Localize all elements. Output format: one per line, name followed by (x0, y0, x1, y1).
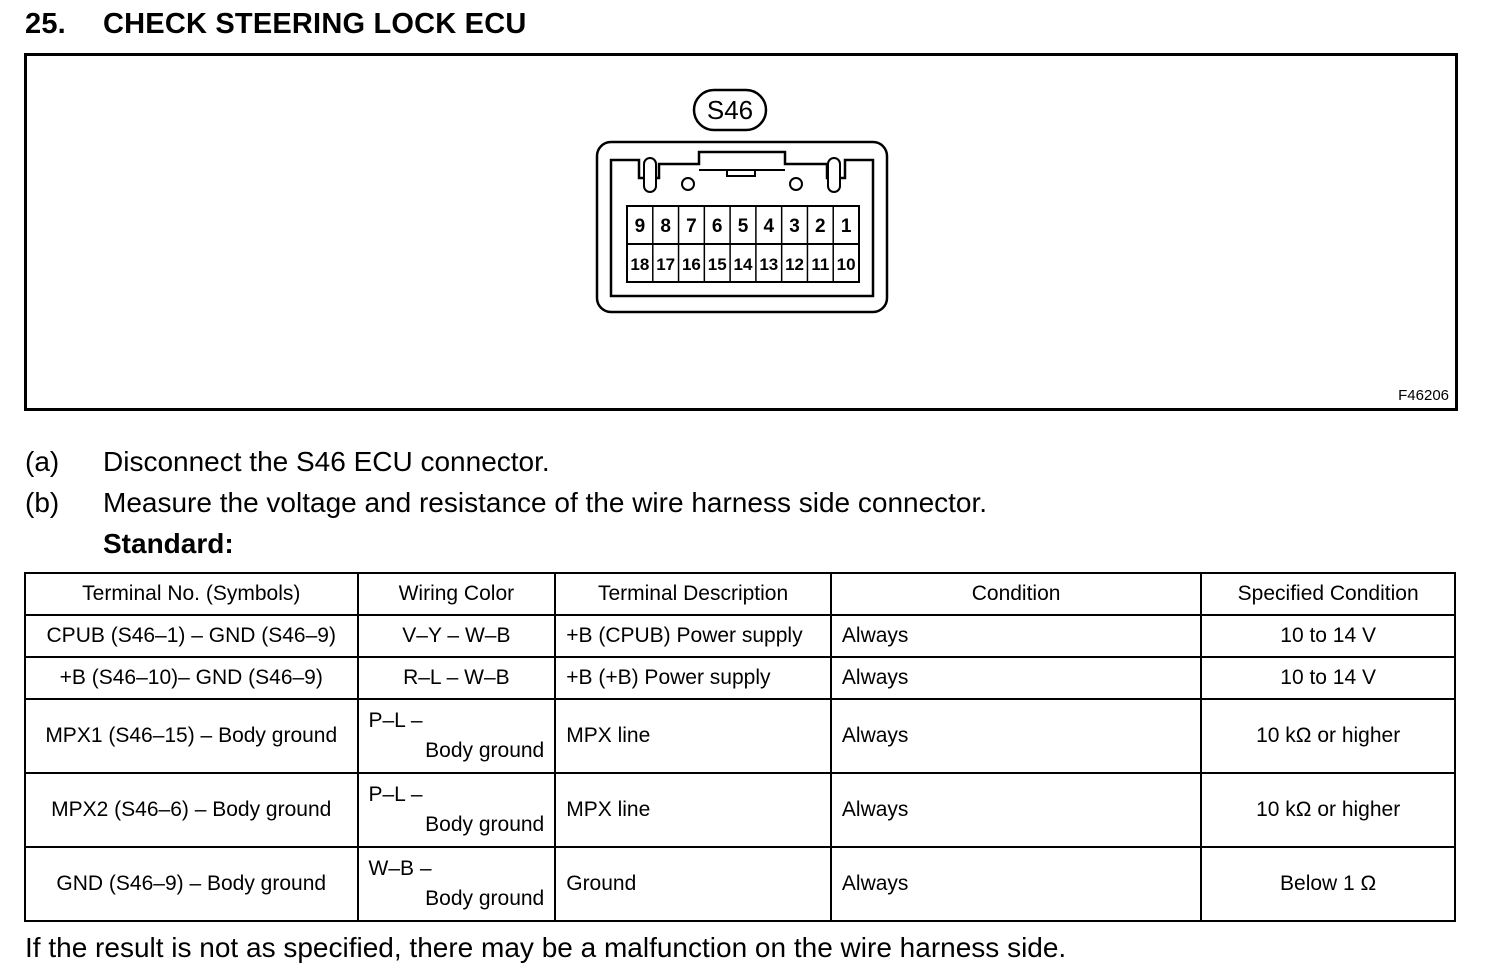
terminal-number: 5 (737, 216, 749, 237)
section-number: 25. (25, 8, 66, 40)
condition-cell: Always (831, 847, 1201, 921)
condition-cell: Always (831, 773, 1201, 847)
terminal-cells (627, 206, 859, 282)
section-title: CHECK STEERING LOCK ECU (103, 8, 527, 40)
wiring-color-cell (358, 699, 556, 773)
terminal-number: 13 (759, 255, 779, 274)
terminal-number: 6 (711, 216, 723, 237)
connector-figure (24, 53, 1458, 411)
step-label: (a) (25, 446, 60, 477)
table-row (25, 847, 1455, 921)
spec-cell: 10 kΩ or higher (1201, 773, 1455, 847)
terminal-cell: MPX1 (S46–15) – Body ground (25, 699, 358, 773)
terminal-number: 12 (785, 255, 805, 274)
wiring-color-line1: P–L – (368, 783, 423, 806)
standard-label: Standard: (103, 528, 234, 559)
table-row (25, 773, 1455, 847)
figure-code: F46206 (1398, 387, 1449, 404)
terminal-number: 18 (630, 255, 650, 274)
wiring-color-line2: Body ground (425, 739, 545, 762)
description-cell: +B (CPUB) Power supply (555, 615, 831, 657)
pin-hole-left (682, 178, 694, 190)
header-condition: Condition (831, 573, 1201, 615)
condition-cell: Always (831, 699, 1201, 773)
guide-slot-right (828, 158, 840, 192)
description-cell: +B (+B) Power supply (555, 657, 831, 699)
description-cell: MPX line (555, 699, 831, 773)
terminal-number: 7 (686, 216, 697, 237)
terminal-cell: GND (S46–9) – Body ground (25, 847, 358, 921)
terminal-number: 1 (840, 216, 852, 237)
terminal-number: 11 (811, 255, 830, 274)
header-terminal: Terminal No. (Symbols) (25, 573, 358, 615)
condition-cell: Always (831, 615, 1201, 657)
wiring-color-line2: Body ground (425, 813, 545, 836)
header-wiring-color: Wiring Color (358, 573, 556, 615)
guide-slot-left (644, 158, 656, 192)
table-row (25, 699, 1455, 773)
table-row (25, 615, 1455, 657)
terminal-cell: +B (S46–10)– GND (S46–9) (25, 657, 358, 699)
terminal-number: 8 (660, 216, 671, 237)
terminal-number: 2 (815, 216, 826, 237)
wiring-color-cell (358, 847, 556, 921)
step-text: Disconnect the S46 ECU connector. (103, 446, 550, 477)
wiring-color-line2: Body ground (425, 887, 545, 910)
terminal-number: 3 (789, 216, 800, 237)
terminal-number: 4 (763, 216, 775, 237)
step-text: Measure the voltage and resistance of the wire harness side connector. (103, 487, 988, 518)
spec-cell: Below 1 Ω (1201, 847, 1455, 921)
spec-cell: 10 kΩ or higher (1201, 699, 1455, 773)
terminal-cell: CPUB (S46–1) – GND (S46–9) (25, 615, 358, 657)
terminal-number: 16 (681, 255, 701, 274)
spec-cell: 10 to 14 V (1201, 615, 1455, 657)
specification-table (24, 572, 1456, 922)
connector-diagram (27, 56, 1455, 408)
wiring-color-line1: W–B – (368, 857, 432, 880)
terminal-cell: MPX2 (S46–6) – Body ground (25, 773, 358, 847)
header-terminal-description: Terminal Description (555, 573, 831, 615)
terminal-number: 14 (733, 255, 753, 274)
wiring-color-line1: P–L – (368, 709, 423, 732)
wiring-color-cell: R–L – W–B (358, 657, 556, 699)
footer-note: If the result is not as specified, there may be a malfunction on the wire harness side. (25, 932, 1067, 963)
spec-cell: 10 to 14 V (1201, 657, 1455, 699)
wiring-color-cell (358, 773, 556, 847)
terminal-number: 10 (836, 255, 856, 274)
terminal-number: 9 (634, 216, 646, 237)
condition-cell: Always (831, 657, 1201, 699)
terminal-number: 17 (656, 255, 676, 274)
connector-label: S46 (706, 95, 754, 125)
step-label: (b) (25, 487, 60, 518)
table-header-row (25, 573, 1455, 615)
description-cell: Ground (555, 847, 831, 921)
header-specified-condition: Specified Condition (1201, 573, 1455, 615)
table-row (25, 657, 1455, 699)
pin-hole-right (790, 178, 802, 190)
description-cell: MPX line (555, 773, 831, 847)
wiring-color-cell: V–Y – W–B (358, 615, 556, 657)
terminal-number: 15 (707, 255, 727, 274)
